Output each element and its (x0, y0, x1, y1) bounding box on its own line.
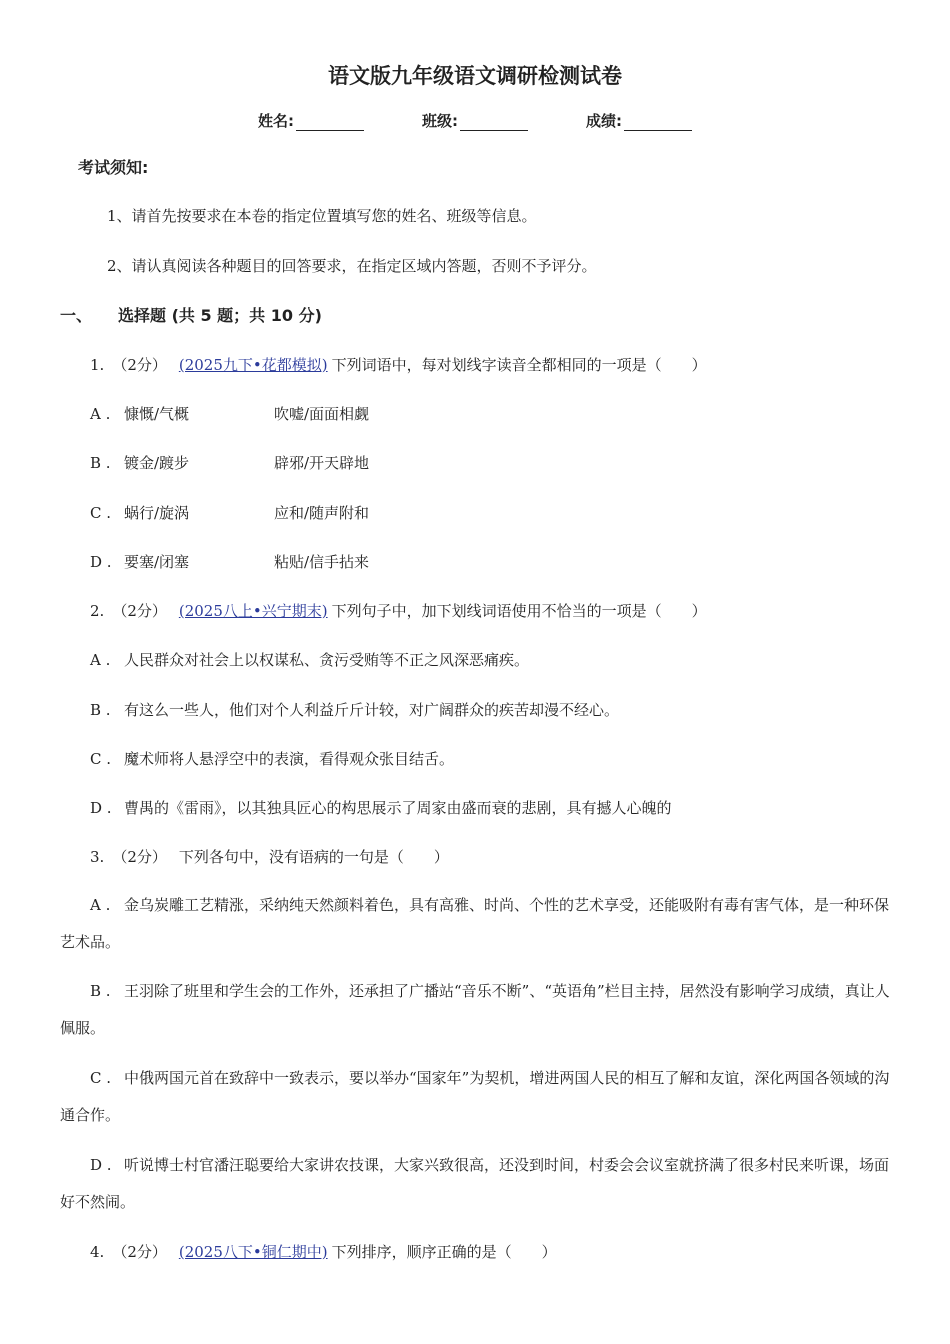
q3-option-a[interactable]: A . 金乌炭雕工艺精涨，采纳纯天然颜料着色，具有高雅、时尚、个性的艺术享受，还能吸附有毒有害气体，是一种环保艺术品。 (60, 896, 890, 951)
q3-option-c[interactable]: C . 中俄两国元首在致辞中一致表示，要以举办“国家年”为契机，增进两国人民的相互了解和友谊，深化两国各领域的沟通合作。 (60, 1069, 890, 1124)
name-field[interactable] (258, 110, 364, 131)
q1-option-b[interactable]: B . 镀金/踱步 辟邪/开天辟地 (90, 454, 370, 472)
q3-option-b[interactable]: B . 王羽除了班里和学生会的工作外，还承担了广播站“音乐不断”、“英语角”栏目主持，居然没有影响学习成绩，真让人佩服。 (60, 982, 890, 1037)
q2-option-b[interactable]: B . 有这么一些人，他们对个人利益斤斤计较，对广阔群众的疾苦却漫不经心。 (90, 701, 620, 719)
section-heading (60, 303, 322, 326)
class-field[interactable] (422, 110, 528, 131)
question-source-link[interactable]: (2025九下•花都模拟) (178, 356, 328, 374)
section-index: 一、 (60, 306, 93, 325)
question-source-link[interactable]: (2025八下•铜仁期中) (178, 1243, 328, 1261)
question-text: 下列排序，顺序正确的是（ ） (331, 1243, 557, 1261)
question-number: 2. (90, 602, 105, 620)
q3-option-d[interactable]: D . 听说博士村官潘汪聪要给大家讲农技课，大家兴致很高，还没到时间，村委会会议室就挤满了很多村民来听课，场面好不然闹。 (60, 1156, 890, 1211)
student-info-row (0, 110, 950, 131)
question-text: 下列句子中，加下划线词语使用不恰当的一项是（ ） (331, 602, 707, 620)
notice-item-2: 2、请认真阅读各种题目的回答要求，在指定区域内答题，否则不予评分。 (107, 257, 597, 275)
question-score: （2分） (112, 602, 167, 620)
notice-item-1: 1、请首先按要求在本卷的指定位置填写您的姓名、班级等信息。 (107, 207, 537, 225)
q2-option-a[interactable]: A . 人民群众对社会上以权谋私、贪污受贿等不正之风深恶痛疾。 (90, 651, 530, 669)
question-text: 下列各句中，没有语病的一句是（ ） (178, 848, 449, 866)
question-score: （2分） (112, 1243, 167, 1261)
question-source-link[interactable]: (2025八上•兴宁期末) (178, 602, 328, 620)
question-score: （2分） (112, 848, 167, 866)
section-title: 选择题 (共 5 题；共 10 分) (118, 306, 322, 325)
name-blank[interactable] (296, 115, 364, 131)
question-3-stem (90, 846, 449, 867)
question-number: 3. (90, 848, 105, 866)
score-field[interactable] (586, 110, 692, 131)
notice-heading: 考试须知: (78, 158, 149, 177)
name-label: 姓名: (258, 112, 294, 130)
q2-option-c[interactable]: C . 魔术师将人悬浮空中的表演，看得观众张目结舌。 (90, 750, 455, 768)
q2-option-d[interactable]: D . 曹禺的《雷雨》，以其独具匠心的构思展示了周家由盛而衰的悲剧，具有撼人心魄的 (90, 799, 672, 817)
question-2-stem (90, 600, 707, 621)
class-label: 班级: (422, 112, 458, 130)
q1-option-a[interactable]: A . 慷慨/气概 吹嘘/面面相觑 (90, 405, 370, 423)
question-score: （2分） (112, 356, 167, 374)
question-number: 4. (90, 1243, 105, 1261)
question-4-stem (90, 1241, 557, 1262)
score-blank[interactable] (624, 115, 692, 131)
score-label: 成绩: (586, 112, 622, 130)
question-number: 1. (90, 356, 105, 374)
class-blank[interactable] (460, 115, 528, 131)
question-1-stem (90, 354, 707, 375)
q1-option-d[interactable]: D . 要塞/闭塞 粘贴/信手拈来 (90, 553, 370, 571)
q1-option-c[interactable]: C . 蜗行/旋涡 应和/随声附和 (90, 504, 370, 522)
question-text: 下列词语中，每对划线字读音全都相同的一项是（ ） (331, 356, 707, 374)
page-title: 语文版九年级语文调研检测试卷 (328, 64, 622, 88)
